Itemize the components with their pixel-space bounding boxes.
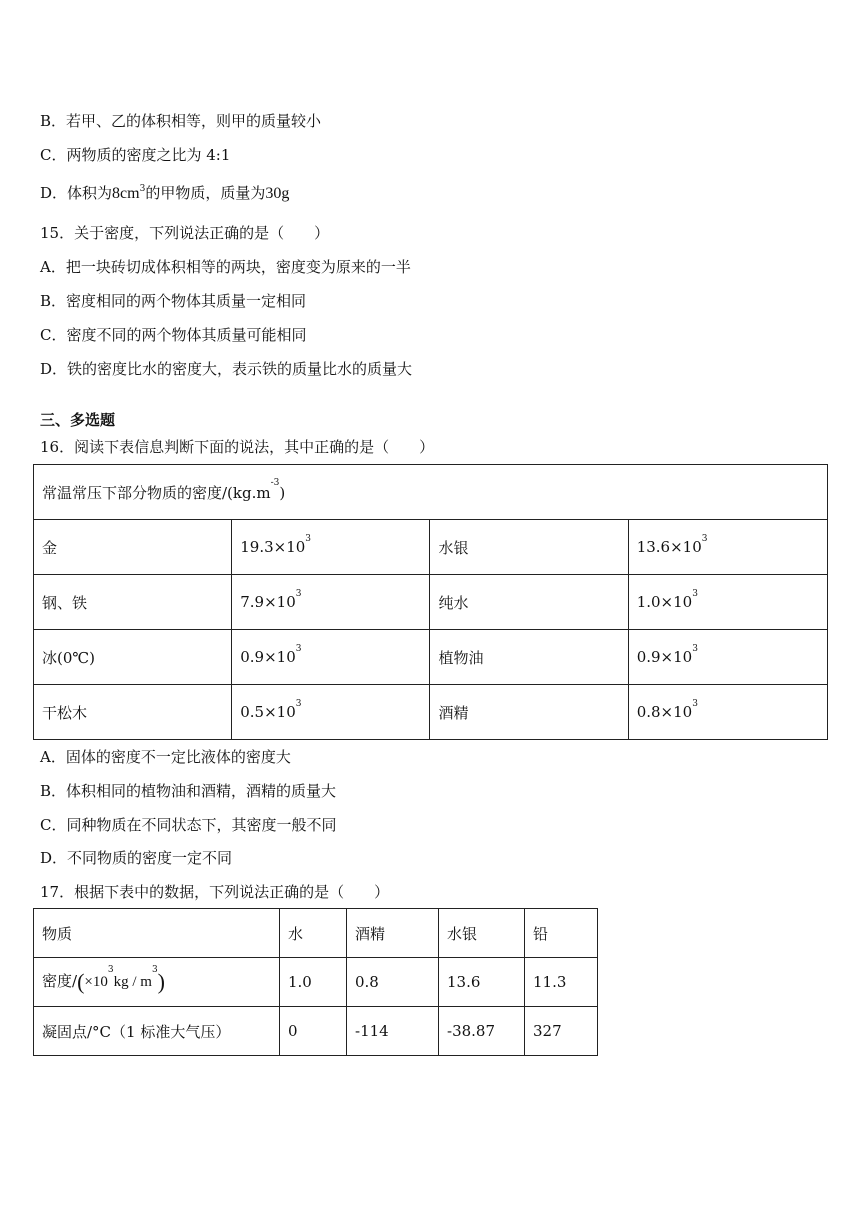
- q14-option-d-mid: 的甲物质，质量为: [145, 184, 266, 202]
- substance-name: 纯水: [430, 575, 628, 630]
- value-exp: 3: [692, 589, 698, 599]
- value-text: 7.9×10: [240, 593, 296, 611]
- q14-option-d: [40, 183, 289, 204]
- caption-text: 常温常压下部分物质的密度/(kg.m: [42, 483, 271, 502]
- value-text: 0.9×10: [240, 648, 296, 666]
- density-value: 11.3: [525, 958, 598, 1007]
- q15-option-a: A．把一块砖切成体积相等的两块，密度变为原来的一半: [40, 258, 411, 276]
- q15-option-c: C．密度不同的两个物体其质量可能相同: [40, 326, 307, 344]
- header-cell: 铅: [525, 909, 598, 958]
- q15-option-d: D．铁的密度比水的密度大，表示铁的质量比水的质量大: [40, 360, 413, 378]
- caption-exp: -3: [270, 477, 280, 488]
- density-value: [232, 575, 430, 630]
- caption-close: ): [279, 483, 286, 502]
- value-text: 0.9×10: [636, 648, 693, 666]
- table-row: [34, 465, 828, 520]
- value-exp: 3: [692, 699, 698, 709]
- table-caption: [34, 465, 828, 520]
- density-label: [34, 958, 280, 1007]
- header-cell: 水: [280, 909, 347, 958]
- substance-name: 金: [34, 520, 232, 575]
- density-value: [628, 520, 827, 575]
- freeze-value: -114: [347, 1007, 439, 1056]
- freeze-label: 凝固点/°C（1 标准大气压）: [34, 1007, 280, 1056]
- freeze-value: -38.87: [439, 1007, 525, 1056]
- open-paren: (: [77, 969, 85, 994]
- value-text: 0.8×10: [636, 703, 693, 721]
- substance-name: 钢、铁: [34, 575, 232, 630]
- q17-stem: 17．根据下表中的数据，下列说法正确的是（ ）: [40, 883, 390, 901]
- q14-option-c: C．两物质的密度之比为 4:1: [40, 146, 231, 164]
- density-value: 0.8: [347, 958, 439, 1007]
- table-row: [34, 909, 598, 958]
- value-exp: 3: [305, 534, 312, 544]
- close-paren: ): [157, 969, 165, 994]
- q14-option-b: B．若甲、乙的体积相等，则甲的质量较小: [40, 112, 322, 130]
- value-exp: 3: [295, 699, 302, 709]
- substance-name: 酒精: [430, 685, 628, 740]
- substance-name: 干松木: [34, 685, 232, 740]
- substance-name: 冰(0℃): [34, 630, 232, 685]
- q16-option-a: A．固体的密度不一定比液体的密度大: [40, 748, 291, 766]
- density-value: [232, 520, 430, 575]
- value-exp: 3: [295, 644, 302, 654]
- q14-option-d-prefix: D．体积为: [40, 184, 113, 202]
- density-value: [628, 685, 827, 740]
- header-cell: 水银: [439, 909, 525, 958]
- value-exp: 3: [295, 589, 302, 599]
- substance-name: 植物油: [430, 630, 628, 685]
- density-value: [232, 685, 430, 740]
- substance-name: 水银: [430, 520, 628, 575]
- density-unit-mid: kg / m: [113, 974, 152, 990]
- table-row: [34, 520, 828, 575]
- q16-option-d: D．不同物质的密度一定不同: [40, 849, 233, 867]
- q16-stem: 16．阅读下表信息判断下面的说法，其中正确的是（ ）: [40, 438, 435, 456]
- q16-option-b: B．体积相同的植物油和酒精，酒精的质量大: [40, 782, 337, 800]
- density-value: [232, 630, 430, 685]
- value-exp: 3: [701, 534, 708, 544]
- density-label-prefix: 密度/: [42, 972, 78, 990]
- q14-option-d-volume-exp: 3: [139, 184, 146, 194]
- header-cell: 物质: [34, 909, 280, 958]
- header-cell: 酒精: [347, 909, 439, 958]
- density-value: [628, 630, 827, 685]
- value-text: 13.6×10: [636, 538, 702, 556]
- table-row: [34, 1007, 598, 1056]
- q17-data-table: [33, 908, 598, 1056]
- density-unit-exp1: 3: [107, 965, 114, 975]
- section-title: 三、多选题: [40, 411, 116, 429]
- value-text: 1.0×10: [636, 593, 693, 611]
- density-value: [628, 575, 827, 630]
- table-row: [34, 685, 828, 740]
- q15-stem: 15．关于密度，下列说法正确的是（ ）: [40, 224, 330, 242]
- density-unit-exp2: 3: [151, 965, 158, 975]
- freeze-value: 327: [525, 1007, 598, 1056]
- density-value: 13.6: [439, 958, 525, 1007]
- q16-option-c: C．同种物质在不同状态下，其密度一般不同: [40, 816, 337, 834]
- table-row: [34, 630, 828, 685]
- table-row: [34, 958, 598, 1007]
- density-value: 1.0: [280, 958, 347, 1007]
- value-text: 0.5×10: [240, 703, 296, 721]
- table-row: [34, 575, 828, 630]
- q14-option-d-mass: 30g: [265, 185, 290, 202]
- freeze-value: 0: [280, 1007, 347, 1056]
- value-text: 19.3×10: [240, 538, 306, 556]
- value-exp: 3: [692, 644, 698, 654]
- q15-option-b: B．密度相同的两个物体其质量一定相同: [40, 292, 307, 310]
- q16-density-table: [33, 464, 828, 740]
- density-unit-pre: ×10: [84, 974, 108, 990]
- q14-option-d-volume: 8cm: [112, 185, 140, 202]
